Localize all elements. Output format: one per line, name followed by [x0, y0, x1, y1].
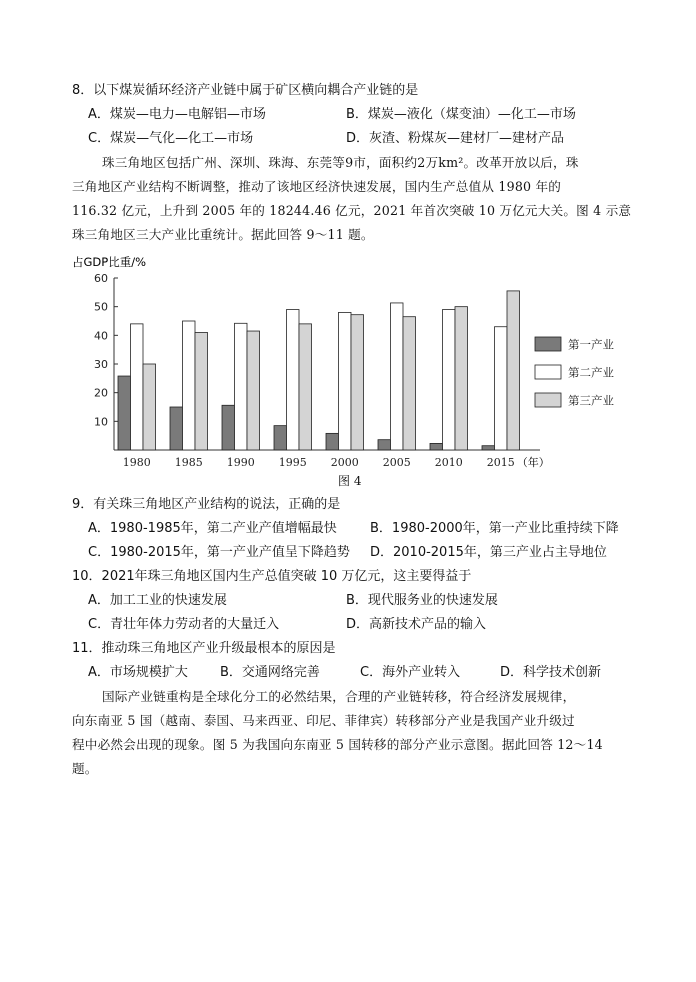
question-9-option-b: B．1980-2000年，第一产业比重持续下降: [370, 521, 619, 536]
question-10-option-b: B．现代服务业的快速发展: [346, 593, 498, 608]
bar-series-1-2005: [378, 440, 391, 450]
question-8-option-d: D．灰渣、粉煤灰—建材厂—建材产品: [346, 131, 565, 146]
legend-swatch-3: [535, 393, 561, 407]
bar-series-1-2015: [482, 446, 495, 450]
x-tick-label: 1990: [226, 456, 255, 469]
bar-series-2-2000: [339, 312, 352, 450]
bar-series-2-1995: [287, 310, 300, 450]
intro-2-line-3: 程中必然会出现的现象。图 5 为我国向东南亚 5 国转移的部分产业示意图。据此回答 12～14: [72, 737, 603, 752]
question-10-option-d: D．高新技术产品的输入: [346, 617, 487, 632]
bar-series-1-2010: [430, 443, 443, 450]
intro-2-line-1: 国际产业链重构是全球化分工的必然结果，合理的产业链转移，符合经济发展规律，: [102, 689, 576, 704]
x-tick-label: 1980: [122, 456, 151, 469]
question-8-option-a: A．煤炭—电力—电解铝—市场: [88, 107, 266, 122]
x-tick-label: 2000: [330, 456, 359, 469]
question-8-option-c: C．煤炭—气化—化工—市场: [88, 131, 254, 146]
intro-2-line-2: 向东南亚 5 国（越南、泰国、马来西亚、印尼、菲律宾）转移部分产业是我国产业升级过: [72, 713, 575, 728]
bar-series-1-1990: [222, 405, 235, 450]
y-tick-label: 10: [94, 415, 108, 429]
intro-2-line-4: 题。: [72, 761, 98, 776]
y-tick-label: 60: [94, 272, 108, 285]
question-9-stem: 9．有关珠三角地区产业结构的说法，正确的是: [72, 497, 341, 512]
legend-label-1: 第一产业: [568, 337, 614, 352]
question-10-option-a: A．加工工业的快速发展: [88, 593, 227, 608]
industry-share-bar-chart: [70, 253, 630, 471]
legend-swatch-1: [535, 337, 561, 351]
chart-legend: [535, 337, 614, 408]
x-tick-label: 2005: [382, 456, 411, 469]
x-tick-label: 2015: [486, 456, 515, 469]
x-tick-label: 1985: [174, 456, 203, 469]
bar-series-2-1980: [131, 324, 144, 450]
bar-series-3-2010: [455, 307, 468, 450]
question-11-option-a: A．市场规模扩大: [88, 665, 188, 680]
figure-4-caption: 图 4: [338, 474, 362, 488]
bar-series-2-2005: [391, 303, 404, 450]
question-8-stem: 8．以下煤炭循环经济产业链中属于矿区横向耦合产业链的是: [72, 83, 419, 98]
bar-series-3-1985: [195, 332, 208, 450]
legend-label-2: 第二产业: [568, 365, 614, 380]
bar-series-2-1985: [183, 321, 196, 450]
y-tick-label: 20: [94, 386, 108, 400]
intro-1-line-3: 116.32 亿元，上升到 2005 年的 18244.46 亿元，2021 年首次突破 10 万亿元大关。图 4 示意: [72, 203, 632, 218]
bar-series-1-2000: [326, 433, 339, 450]
y-axis-label: 占GDP比重/%: [72, 255, 147, 269]
bar-series-3-1990: [247, 331, 260, 450]
question-10-stem: 10．2021年珠三角地区国内生产总值突破 10 万亿元，这主要得益于: [72, 569, 472, 584]
y-tick-label: 50: [94, 300, 108, 314]
intro-1-line-1: 珠三角地区包括广州、深圳、珠海、东莞等9市，面积约2万km²。改革开放以后，珠: [102, 155, 579, 170]
bar-series-3-1980: [143, 364, 156, 450]
bar-series-3-2005: [403, 317, 416, 450]
bar-series-2-1990: [235, 323, 248, 450]
question-11-option-d: D．科学技术创新: [500, 665, 602, 680]
question-11-option-b: B．交通网络完善: [220, 665, 320, 680]
question-9-option-a: A．1980-1985年，第二产业产值增幅最快: [88, 521, 337, 536]
bar-series-1-1980: [118, 376, 131, 450]
x-tick-label: 1995: [278, 456, 307, 469]
question-11-stem: 11．推动珠三角地区产业升级最根本的原因是: [72, 641, 336, 656]
legend-label-3: 第三产业: [568, 393, 614, 408]
question-8-option-b: B．煤炭—液化（煤变油）—化工—市场: [346, 107, 576, 122]
question-9-option-c: C．1980-2015年，第一产业产值呈下降趋势: [88, 545, 350, 560]
intro-1-line-2: 三角地区产业结构不断调整，推动了该地区经济快速发展，国内生产总值从 1980 年的: [72, 179, 562, 194]
question-9-option-d: D．2010-2015年，第三产业占主导地位: [370, 545, 607, 560]
x-axis-unit-label: （年）: [516, 456, 550, 469]
bar-series-3-2015: [507, 291, 520, 450]
intro-1-line-4: 珠三角地区三大产业比重统计。据此回答 9～11 题。: [72, 227, 374, 242]
y-tick-label: 30: [94, 358, 108, 371]
legend-swatch-2: [535, 365, 561, 379]
bar-series-1-1995: [274, 426, 287, 450]
bar-series-2-2010: [443, 310, 456, 450]
bar-series-3-2000: [351, 315, 364, 450]
bar-series-3-1995: [299, 324, 312, 450]
question-10-option-c: C．青壮年体力劳动者的大量迁入: [88, 617, 280, 632]
question-11-option-c: C．海外产业转入: [360, 665, 461, 680]
bar-series-1-1985: [170, 407, 183, 450]
y-tick-label: 40: [94, 329, 108, 343]
bar-series-2-2015: [495, 327, 508, 450]
x-tick-label: 2010: [434, 456, 463, 469]
